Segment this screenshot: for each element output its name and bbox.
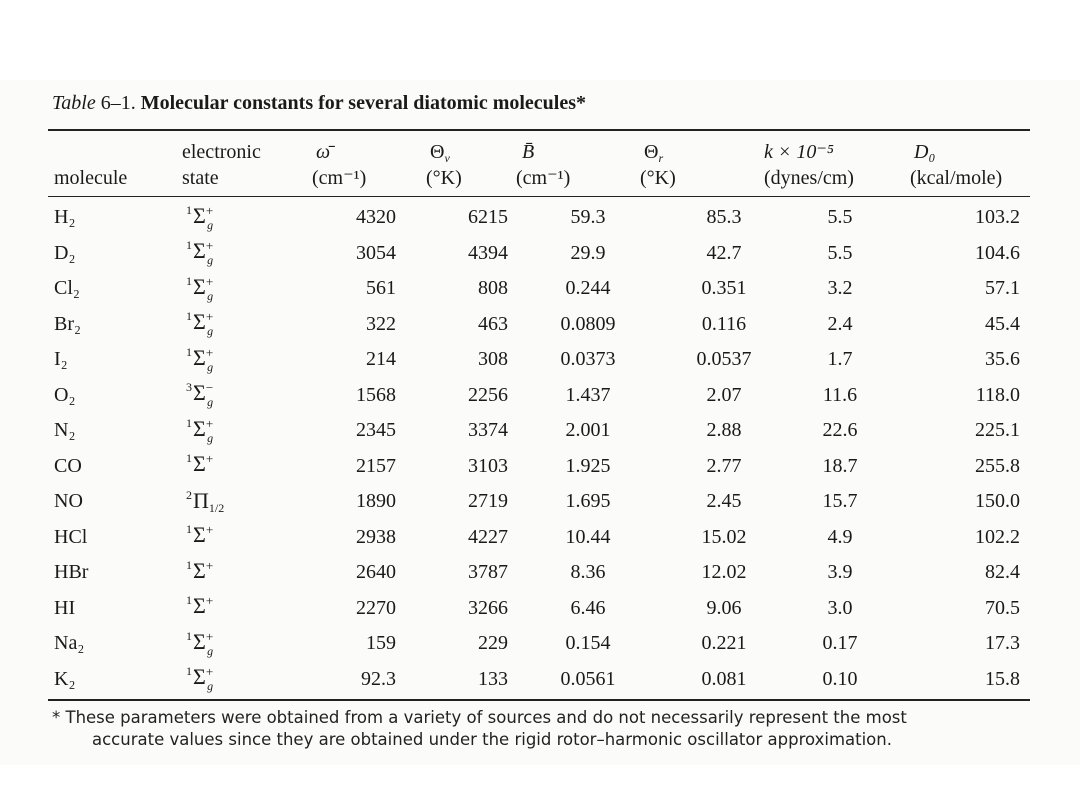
state-cell xyxy=(186,626,316,662)
B-cell: 0.0561 xyxy=(560,667,616,690)
theta-r-cell: 9.06 xyxy=(706,596,742,619)
theta-v-sub: v xyxy=(444,151,450,165)
omega-cell: 1890 xyxy=(356,490,396,513)
state-term xyxy=(186,488,224,513)
theta-v-cell: 3103 xyxy=(468,454,508,477)
omega-cell: 322 xyxy=(366,312,396,335)
theta-v-cell: 808 xyxy=(478,277,508,300)
theta-r-cell: 0.0537 xyxy=(696,348,752,371)
state-term xyxy=(186,451,214,477)
k-cell: 3.2 xyxy=(827,277,853,300)
table-body xyxy=(48,200,1020,697)
theta-v-cell: 6215 xyxy=(468,206,508,229)
state-symbol: Σ xyxy=(193,664,206,690)
state-symbol: Σ xyxy=(193,415,206,441)
state-multiplicity: 1 xyxy=(186,309,192,324)
omega-cell: 2270 xyxy=(356,596,396,619)
omega-cell: 214 xyxy=(366,348,396,371)
molecule-cell: O₂ xyxy=(54,383,76,406)
theta-r-cell: 2.45 xyxy=(706,490,742,513)
state-symbol: Σ xyxy=(193,202,206,228)
table-row xyxy=(48,591,1020,627)
state-cell xyxy=(186,484,316,520)
header-omega-symbol: ω̄ xyxy=(316,141,331,163)
state-subscript: 1/2 xyxy=(208,500,225,515)
table-row xyxy=(48,662,1020,698)
state-cell xyxy=(186,413,316,449)
state-parity: + xyxy=(205,238,214,254)
table-row xyxy=(48,236,1020,272)
theta-r-cell: 0.351 xyxy=(701,277,747,300)
state-term xyxy=(186,344,214,374)
theta-v-cell: 133 xyxy=(478,667,508,690)
theta-v-cell: 4227 xyxy=(468,525,508,548)
footnote-line-2: accurate values since they are obtained under the rigid rotor–harmonic oscillator approximation. xyxy=(92,730,892,749)
k-cell: 11.6 xyxy=(822,383,858,406)
molecule-cell: H₂ xyxy=(54,206,76,229)
theta-v-cell: 229 xyxy=(478,632,508,655)
state-term xyxy=(186,202,214,232)
D0-cell: 255.8 xyxy=(975,454,1020,477)
D0-cell: 45.4 xyxy=(985,312,1020,335)
header-k-unit: (dynes/cm) xyxy=(764,167,854,189)
state-symbol: Σ xyxy=(193,557,206,583)
state-multiplicity: 1 xyxy=(186,273,192,288)
k-cell: 18.7 xyxy=(822,454,858,477)
molecule-cell: K₂ xyxy=(54,667,76,690)
state-term xyxy=(186,415,214,445)
state-subscript: g xyxy=(207,679,214,694)
state-term xyxy=(186,273,214,303)
D0-cell: 150.0 xyxy=(975,490,1020,513)
caption-label: Table xyxy=(52,92,96,114)
D0-cell: 15.8 xyxy=(985,667,1020,690)
state-cell xyxy=(186,200,316,236)
k-cell: 1.7 xyxy=(827,348,853,371)
omega-cell: 2938 xyxy=(356,525,396,548)
state-term xyxy=(186,522,214,548)
table-row xyxy=(48,484,1020,520)
state-parity: + xyxy=(205,628,214,644)
state-parity: + xyxy=(205,309,214,325)
k-cell: 3.9 xyxy=(827,561,853,584)
header-B-unit: (cm⁻¹) xyxy=(516,167,571,189)
theta-r-cell: 2.77 xyxy=(706,454,742,477)
state-symbol: Σ xyxy=(193,309,206,335)
state-cell xyxy=(186,307,316,343)
header-molecule: molecule xyxy=(54,167,128,189)
D0-cell: 70.5 xyxy=(985,596,1020,619)
table-row xyxy=(48,449,1020,485)
state-cell xyxy=(186,449,316,485)
B-cell: 1.925 xyxy=(565,454,611,477)
state-term xyxy=(186,309,214,339)
B-cell: 6.46 xyxy=(570,596,606,619)
molecule-cell: I₂ xyxy=(54,348,68,371)
header-theta-r-unit: (°K) xyxy=(640,167,676,189)
theta-r-cell: 2.88 xyxy=(706,419,742,442)
table-row xyxy=(48,342,1020,378)
omega-cell: 561 xyxy=(366,277,396,300)
state-subscript: g xyxy=(207,324,214,339)
table-row xyxy=(48,271,1020,307)
omega-cell: 2345 xyxy=(356,419,396,442)
state-parity: + xyxy=(205,273,214,289)
state-symbol: Σ xyxy=(193,238,206,264)
state-parity: + xyxy=(205,451,214,467)
header-B-symbol: B̄ xyxy=(522,141,535,163)
theta-r-cell: 42.7 xyxy=(706,241,742,264)
omega-cell: 159 xyxy=(366,632,396,655)
footnote xyxy=(52,707,1042,751)
table-row xyxy=(48,413,1020,449)
state-parity: + xyxy=(205,415,214,431)
header-state-bottom: state xyxy=(182,167,219,189)
theta-r-cell: 0.081 xyxy=(701,667,747,690)
omega-cell: 1568 xyxy=(356,383,396,406)
caption-number: 6–1. xyxy=(100,92,136,114)
bottom-rule xyxy=(48,699,1030,701)
D0-cell: 35.6 xyxy=(985,348,1020,371)
header-k-symbol: k × 10⁻⁵ xyxy=(764,141,834,163)
state-symbol: Σ xyxy=(193,522,206,548)
table-row xyxy=(48,200,1020,236)
B-cell: 0.154 xyxy=(565,632,611,655)
table-row xyxy=(48,555,1020,591)
header-D-symbol: D₀ xyxy=(914,141,936,163)
molecule-cell: N₂ xyxy=(54,419,76,442)
molecule-cell: Na₂ xyxy=(54,632,85,655)
state-subscript: g xyxy=(207,253,214,268)
state-cell xyxy=(186,342,316,378)
theta-r-cell: 15.02 xyxy=(701,525,747,548)
B-cell: 0.0373 xyxy=(560,348,616,371)
B-cell: 2.001 xyxy=(565,419,611,442)
state-parity: − xyxy=(205,380,214,396)
theta-v-cell: 2719 xyxy=(468,490,508,513)
D0-cell: 82.4 xyxy=(985,561,1020,584)
theta-r-cell: 0.221 xyxy=(701,632,747,655)
molecule-cell: HI xyxy=(54,596,76,619)
state-term xyxy=(186,557,214,583)
state-multiplicity: 1 xyxy=(186,664,192,679)
omega-cell: 2157 xyxy=(356,454,396,477)
theta-v-symbol: Θ xyxy=(430,141,445,163)
state-multiplicity: 1 xyxy=(186,557,192,572)
state-cell xyxy=(186,520,316,556)
state-cell xyxy=(186,591,316,627)
state-parity: + xyxy=(205,344,214,360)
theta-v-cell: 308 xyxy=(478,348,508,371)
k-cell: 5.5 xyxy=(827,206,853,229)
state-multiplicity: 3 xyxy=(186,380,192,395)
state-cell xyxy=(186,236,316,272)
state-parity: + xyxy=(205,593,214,609)
state-subscript: g xyxy=(207,288,214,303)
table-row xyxy=(48,520,1020,556)
molecule-cell: NO xyxy=(54,490,83,513)
state-multiplicity: 1 xyxy=(186,522,192,537)
k-cell: 5.5 xyxy=(827,241,853,264)
state-cell xyxy=(186,378,316,414)
D0-cell: 225.1 xyxy=(975,419,1020,442)
state-subscript: g xyxy=(207,359,214,374)
k-cell: 0.17 xyxy=(822,632,858,655)
k-cell: 3.0 xyxy=(827,596,853,619)
theta-v-cell: 4394 xyxy=(468,241,508,264)
D0-cell: 103.2 xyxy=(975,206,1020,229)
state-cell xyxy=(186,555,316,591)
state-subscript: g xyxy=(207,395,214,410)
state-symbol: Π xyxy=(193,487,209,513)
state-term xyxy=(186,664,214,694)
state-multiplicity: 1 xyxy=(186,628,192,643)
state-cell xyxy=(186,662,316,698)
state-symbol: Σ xyxy=(193,273,206,299)
k-cell: 4.9 xyxy=(827,525,853,548)
B-cell: 1.437 xyxy=(565,383,611,406)
D0-cell: 17.3 xyxy=(985,632,1020,655)
theta-v-cell: 463 xyxy=(478,312,508,335)
state-symbol: Σ xyxy=(193,380,206,406)
state-subscript: g xyxy=(207,643,214,658)
omega-cell: 2640 xyxy=(356,561,396,584)
state-term xyxy=(186,238,214,268)
D0-cell: 57.1 xyxy=(985,277,1020,300)
omega-cell: 3054 xyxy=(356,241,396,264)
theta-v-cell: 2256 xyxy=(468,383,508,406)
molecule-cell: Br₂ xyxy=(54,312,81,335)
state-parity: + xyxy=(205,557,214,573)
table-row xyxy=(48,626,1020,662)
molecule-cell: D₂ xyxy=(54,241,76,264)
B-cell: 8.36 xyxy=(570,561,606,584)
header-theta-v-unit: (°K) xyxy=(426,167,462,189)
state-subscript: g xyxy=(207,217,214,232)
header-rule xyxy=(48,196,1030,197)
theta-r-cell: 12.02 xyxy=(701,561,747,584)
top-rule xyxy=(48,129,1030,131)
state-term xyxy=(186,380,214,410)
table-row xyxy=(48,307,1020,343)
state-term xyxy=(186,628,214,658)
state-parity: + xyxy=(205,522,214,538)
state-subscript: g xyxy=(207,430,214,445)
k-cell: 2.4 xyxy=(827,312,853,335)
state-symbol: Σ xyxy=(193,344,206,370)
B-cell: 0.244 xyxy=(565,277,611,300)
state-parity: + xyxy=(205,202,214,218)
B-cell: 0.0809 xyxy=(560,312,616,335)
state-symbol: Σ xyxy=(193,451,206,477)
theta-v-cell: 3266 xyxy=(468,596,508,619)
theta-v-cell: 3374 xyxy=(468,419,508,442)
B-cell: 10.44 xyxy=(565,525,611,548)
D0-cell: 104.6 xyxy=(975,241,1020,264)
k-cell: 15.7 xyxy=(822,490,858,513)
molecule-cell: HBr xyxy=(54,561,89,584)
B-cell: 59.3 xyxy=(570,206,606,229)
state-multiplicity: 1 xyxy=(186,344,192,359)
table-row xyxy=(48,378,1020,414)
header-omega-unit: (cm⁻¹) xyxy=(312,167,367,189)
state-term xyxy=(186,593,214,619)
state-symbol: Σ xyxy=(193,593,206,619)
table-caption xyxy=(52,92,586,115)
omega-cell: 4320 xyxy=(356,206,396,229)
state-multiplicity: 1 xyxy=(186,593,192,608)
molecule-cell: Cl₂ xyxy=(54,277,80,300)
molecule-cell: CO xyxy=(54,454,82,477)
B-cell: 1.695 xyxy=(565,490,611,513)
k-cell: 22.6 xyxy=(822,419,858,442)
k-cell: 0.10 xyxy=(822,667,858,690)
omega-cell: 92.3 xyxy=(361,667,396,690)
state-cell xyxy=(186,271,316,307)
theta-r-symbol: Θ xyxy=(644,141,659,163)
state-symbol: Σ xyxy=(193,628,206,654)
state-multiplicity: 1 xyxy=(186,415,192,430)
molecule-cell: HCl xyxy=(54,525,88,548)
theta-r-sub: r xyxy=(658,151,664,165)
D0-cell: 102.2 xyxy=(975,525,1020,548)
constants-table xyxy=(48,200,1020,697)
header-D-unit: (kcal/mole) xyxy=(910,167,1003,189)
theta-r-cell: 2.07 xyxy=(706,383,742,406)
state-multiplicity: 1 xyxy=(186,451,192,466)
D0-cell: 118.0 xyxy=(975,383,1020,406)
state-multiplicity: 1 xyxy=(186,202,192,217)
footnote-line-1: * These parameters were obtained from a variety of sources and do not necessarily represent the most xyxy=(52,708,907,727)
state-parity: + xyxy=(205,664,214,680)
state-multiplicity: 1 xyxy=(186,238,192,253)
theta-v-cell: 3787 xyxy=(468,561,508,584)
caption-text: Molecular constants for several diatomic molecules* xyxy=(140,92,587,114)
theta-r-cell: 85.3 xyxy=(706,206,742,229)
header-state-top: electronic xyxy=(182,141,261,163)
theta-r-cell: 0.116 xyxy=(701,312,747,335)
state-multiplicity: 2 xyxy=(186,487,192,502)
B-cell: 29.9 xyxy=(570,241,606,264)
